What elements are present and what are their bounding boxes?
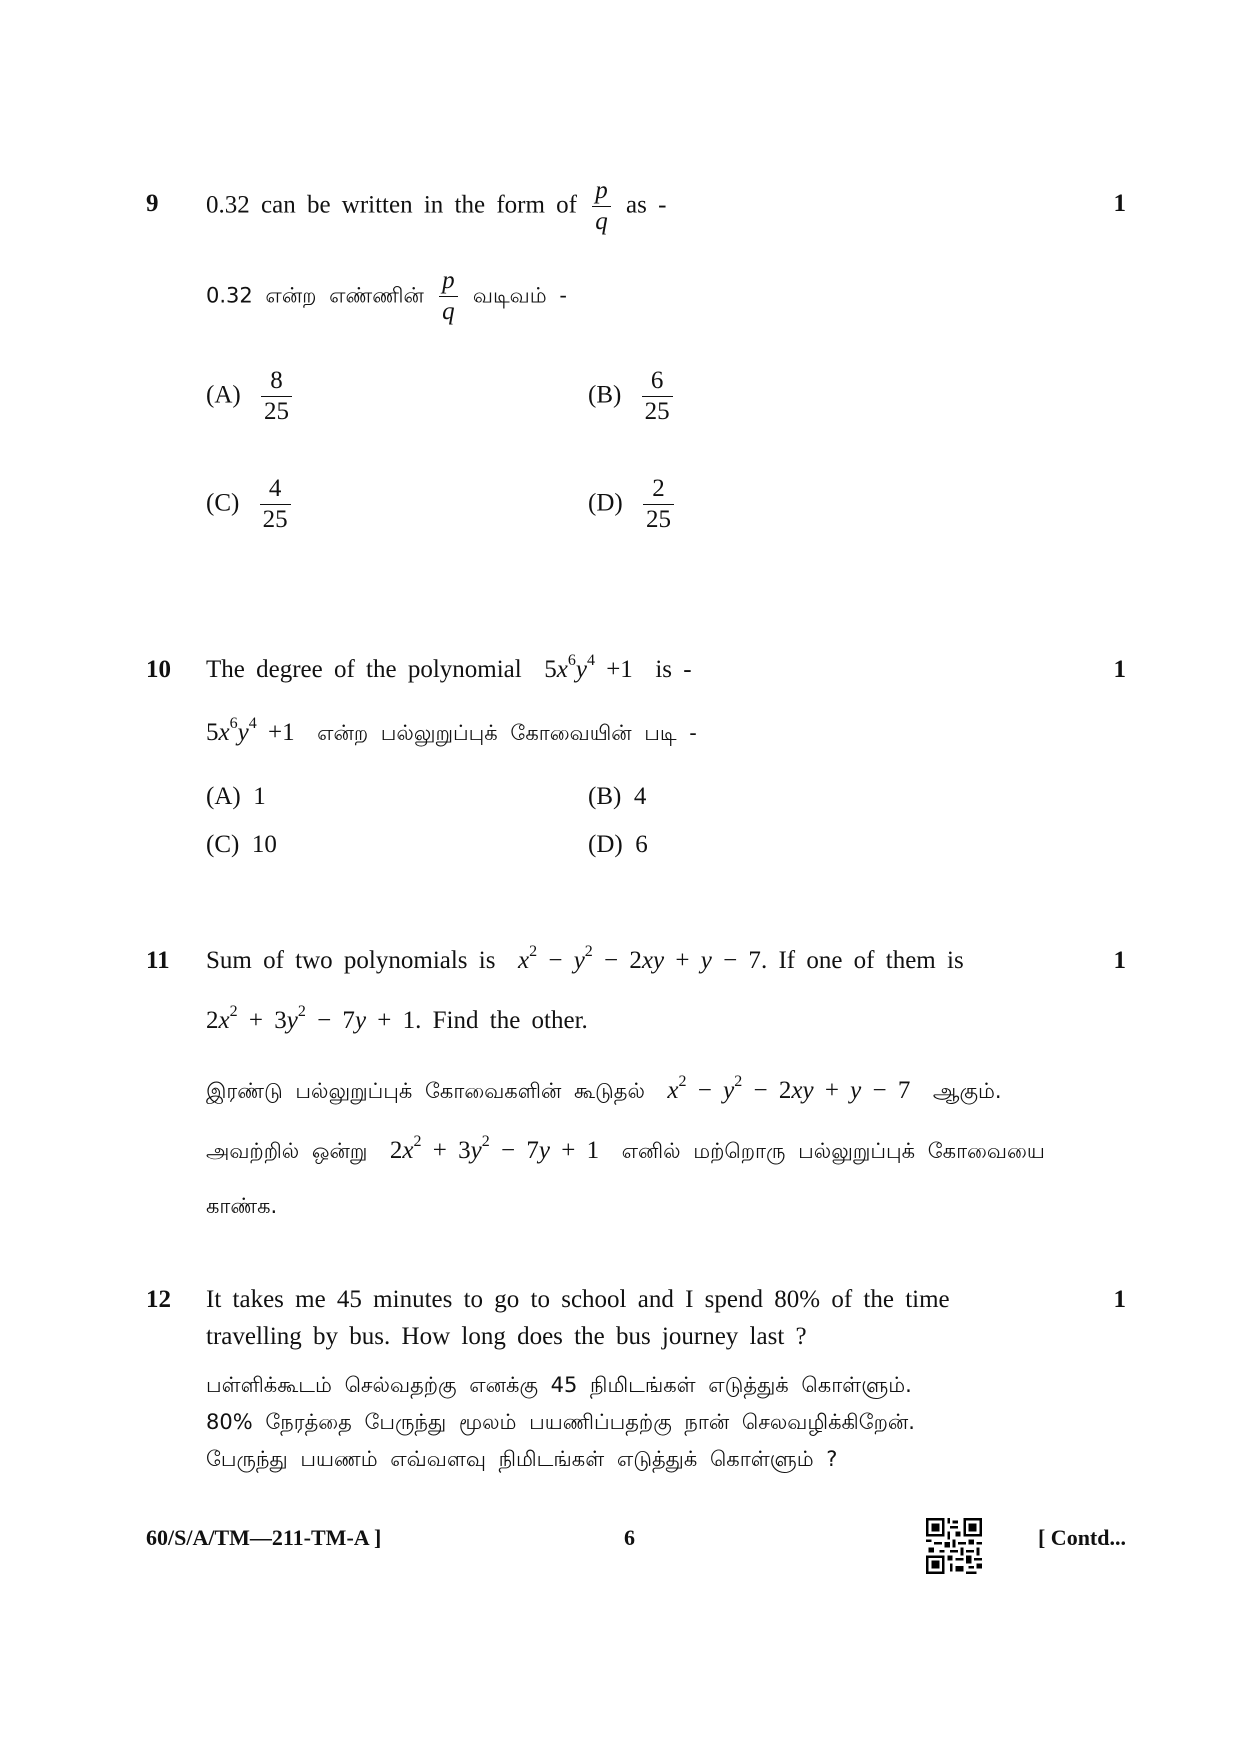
question-number: 11	[146, 947, 170, 974]
marks: 1	[1113, 656, 1126, 683]
marks: 1	[1113, 1286, 1126, 1313]
question-text-ta: இரண்டு பல்லுறுப்புக் கோவைகளின் கூடுதல் $x^2 - y^2 - 2xy + y - 7$ ஆகும்.	[206, 1073, 1002, 1104]
math-expression: $2x^2 + 3y^2 - 7y + 1$	[378, 1133, 611, 1164]
question-text-ta: $5x^6y^4 +1$ என்ற பல்லுறுப்புக் கோவையின் படி -	[206, 715, 697, 746]
option-d: (D) 6	[588, 831, 648, 858]
math-expression: $2x^2 + 3y^2 - 7y + 1$	[206, 1003, 416, 1034]
question-text-ta-line3: காண்க.	[206, 1194, 278, 1218]
option-b: (B) 4	[588, 783, 647, 810]
question-text-ta: பள்ளிக்கூடம் செல்வதற்கு எனக்கு 45 நிமிடங்கள் எடுத்துக் கொள்ளும்.	[206, 1373, 912, 1397]
question-text-en: Sum of two polynomials is $x^2 - y^2 - 2xy + y - 7$. If one of them is	[206, 943, 964, 974]
fraction-p-q: $\frac{p}{q}$	[592, 178, 611, 236]
question-10	[146, 652, 1126, 858]
math-expression: $x^2 - y^2 - 2xy + y - 7$	[667, 1073, 922, 1104]
option-a: (A) $\frac{8}{25}$	[206, 368, 296, 426]
math-expression: $x^2 - y^2 - 2xy + y - 7$	[517, 943, 761, 974]
question-text-en: The degree of the polynomial $5x^6y^4 +1$ is -	[206, 652, 692, 683]
question-text-ta: 0.32 என்ற எண்ணின் $\frac{p}{q}$ வடிவம் -	[206, 267, 567, 326]
option-d: (D) $\frac{2}{25}$	[588, 476, 678, 534]
question-text-en: 0.32 can be written in the form of $\frac{p}{q}$ as -	[206, 177, 667, 236]
question-text-ta-line2: அவற்றில் ஒன்று $2x^2 + 3y^2 - 7y + 1$ எனில் மற்றொரு பல்லுறுப்புக் கோவையை	[206, 1133, 1045, 1164]
option-c: (C) 10	[206, 831, 277, 858]
marks: 1	[1113, 190, 1126, 217]
page-footer	[146, 1525, 1126, 1585]
math-expression: $5x^6y^4 +1$	[532, 652, 645, 683]
question-12	[146, 1286, 1126, 1516]
continued-label: [ Contd...	[1037, 1525, 1126, 1550]
question-text-en-cont: travelling by bus. How long does the bus journey last ?	[206, 1323, 807, 1350]
marks: 1	[1113, 947, 1126, 974]
question-number: 10	[146, 656, 171, 683]
math-expression: $5x^6y^4 +1$	[206, 715, 306, 746]
question-11	[146, 943, 1126, 1227]
page-number: 6	[624, 1525, 635, 1550]
option-b: (B) $\frac{6}{25}$	[588, 368, 677, 426]
question-number: 9	[146, 190, 159, 217]
question-text-en-cont: $2x^2 + 3y^2 - 7y + 1$. Find the other.	[206, 1003, 588, 1034]
qr-code-icon	[926, 1518, 982, 1574]
question-text-en: It takes me 45 minutes to go to school and I spend 80% of the time	[206, 1286, 950, 1313]
question-text-ta-line3: பேருந்து பயணம் எவ்வளவு நிமிடங்கள் எடுத்துக் கொள்ளும் ?	[206, 1447, 838, 1471]
paper-code: 60/S/A/TM—211-TM-A ]	[146, 1525, 382, 1550]
question-9	[146, 177, 1126, 550]
option-c: (C) $\frac{4}{25}$	[206, 476, 295, 534]
question-text-ta-line2: 80% நேரத்தை பேருந்து மூலம் பயணிப்பதற்கு நான் செலவழிக்கிறேன்.	[206, 1410, 915, 1434]
option-a: (A) 1	[206, 783, 266, 810]
fraction-p-q: $\frac{p}{q}$	[439, 268, 458, 326]
question-number: 12	[146, 1286, 171, 1313]
